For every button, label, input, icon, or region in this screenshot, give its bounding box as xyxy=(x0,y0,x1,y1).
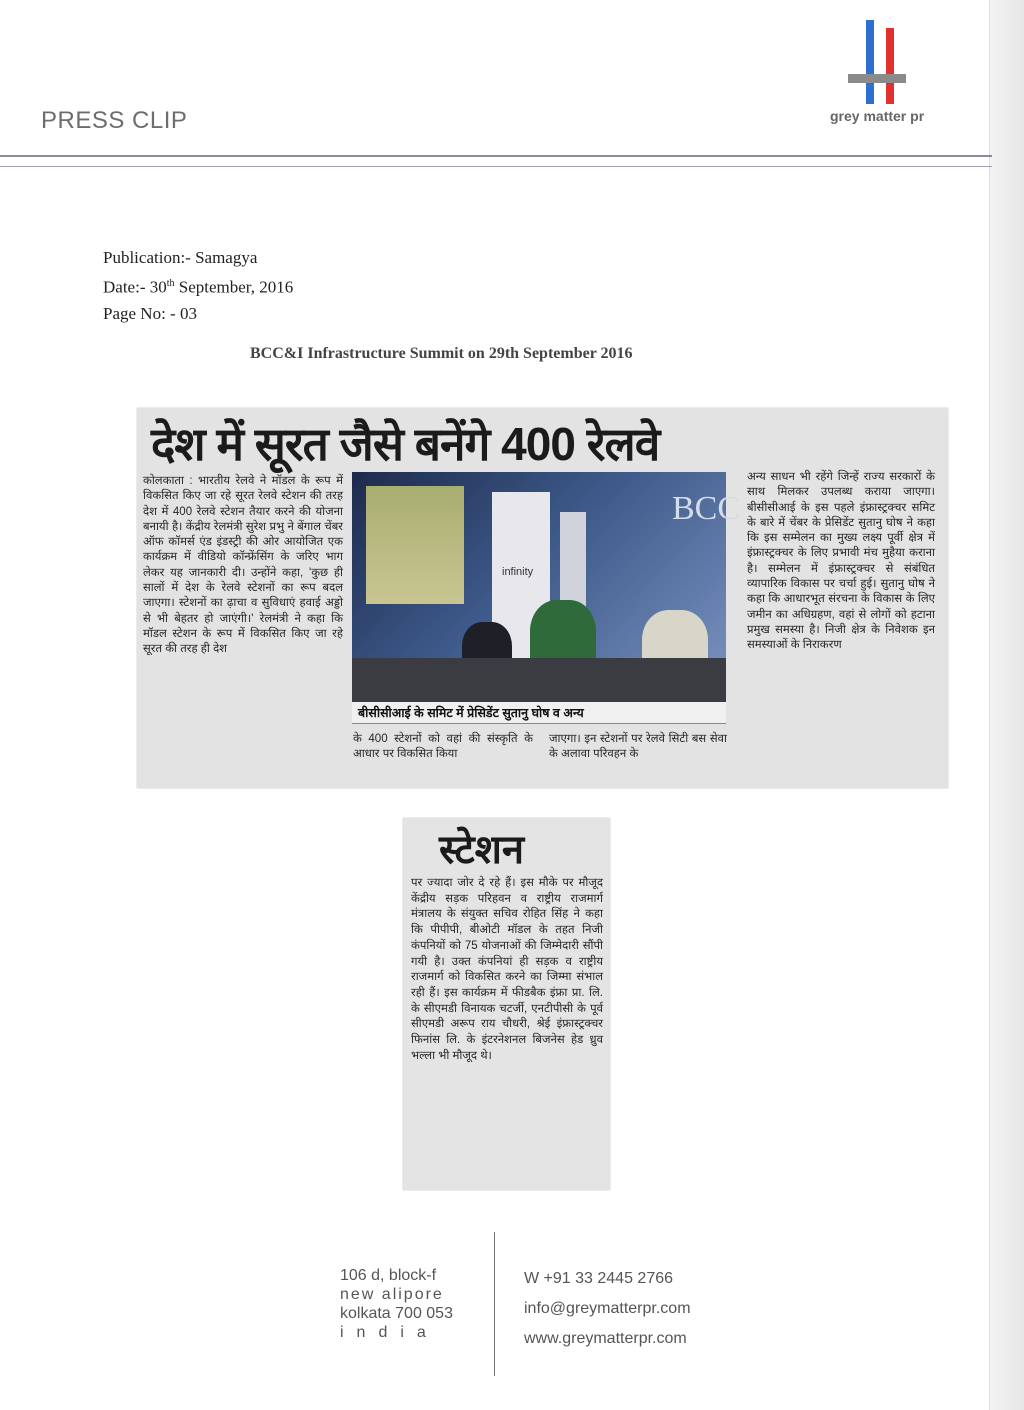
publication-meta xyxy=(103,245,293,327)
footer-divider xyxy=(494,1232,495,1376)
press-clip-label: PRESS CLIP xyxy=(41,107,188,134)
address-line: kolkata 700 053 xyxy=(340,1305,453,1322)
header-rule-thin xyxy=(0,166,992,167)
stage-table xyxy=(352,658,726,702)
date-prefix: Date:- 30 xyxy=(103,277,167,297)
banner-text: infinity xyxy=(502,566,534,578)
footer-address xyxy=(340,1266,453,1342)
newspaper-clipping-main xyxy=(137,408,948,788)
date-rest: September, 2016 xyxy=(174,277,294,297)
video-screen xyxy=(366,486,464,604)
address-line: new alipore xyxy=(340,1286,444,1303)
address-line: india xyxy=(340,1324,439,1341)
stage-backdrop-text: BCC xyxy=(672,490,741,527)
scan-edge xyxy=(989,0,1024,1410)
footer-contact xyxy=(524,1264,691,1354)
page-line: Page No: - 03 xyxy=(103,303,197,323)
clipping-headline: देश में सूरत जैसे बनेंगे 400 रेलवे xyxy=(151,418,660,470)
address-line: 106 d, block-f xyxy=(340,1267,437,1284)
grey-matter-logo-icon xyxy=(846,20,908,106)
phone-number: W +91 33 2445 2766 xyxy=(524,1270,674,1287)
date-suffix-sup: th xyxy=(166,278,175,289)
article-column-1: कोलकाता : भारतीय रेलवे ने मॉडल के रूप में विकसित किए जा रहे सूरत रेलवे स्टेशन की तरह देश में 400 रेलवे स्टेशन तैयार करने की योजना बनायी है। केंद्रीय रेलमंत्री सुरेश प्रभु ने बेंगाल चेंबर ऑफ कॉमर्स एंड इंडस्ट्री की ओर आयोजित एक कार्यक्रम में वीडियो कॉन्फ्रेंसिंग के जरिए भाग लेकर यह जानकारी दी। उन्होंने कहा, 'कुछ ही सालों में देश के रेलवे स्टेशनों का रूप बदल जाएगा। स्टेशनों का ढ़ाचा व सुविधाएं हवाई अड्डो से भी बेहतर हो जाएंगी।' रेलमंत्री ने कहा कि मॉडल स्टेशन के रूप में विकसित किए जा रहे सूरत की तरह ही देश xyxy=(143,475,343,656)
date-line xyxy=(103,271,293,301)
newspaper-clipping-continuation xyxy=(403,818,610,1190)
article-column-3: अन्य साधन भी रहेंगे जिन्हें राज्य सरकारों के साथ मिलकर उपलब्ध कराया जाएगा। बीसीसीआई के इस पहले इंफ्रास्ट्रक्चर समिट के बारे में चेंबर के प्रेसिडेंट सुतानु घोष ने कहा कि इस सम्मेलन का मुख्य लक्ष्य पूर्वी क्षेत्र में इंफ्रास्ट्रक्चर के लिए प्रभावी मंच मुहैया कराना है। सम्मेलन में इंफ्रास्ट्रक्चर से संबंधित व्यापारिक विकास पर चर्चा हुई। सुतानु घोष ने कहा कि आधारभूत संरचना के विकास के लिए जमीन का अधिग्रहण, वहां से लोगों को हटाना प्रमुख समस्या है। निजी क्षेत्र के निवेशक इन समस्याओं के निराकरण xyxy=(747,471,935,652)
article-column-2b: जाएगा। इन स्टेशनों पर रेलवे सिटी बस सेवा के अलावा परिवहन के xyxy=(549,733,727,761)
event-photo xyxy=(352,472,741,702)
publication-line: Publication:- Samagya xyxy=(103,248,258,267)
email-link[interactable]: info@greymatterpr.com xyxy=(524,1300,691,1317)
photo-caption: बीसीसीआई के समिट में प्रेसिडेंट सुतानु घोष व अन्य xyxy=(352,702,726,724)
website-link[interactable]: www.greymatterpr.com xyxy=(524,1330,687,1347)
event-title: BCC&I Infrastructure Summit on 29th September 2016 xyxy=(250,345,633,362)
continuation-headline: स्टेशन xyxy=(439,828,525,872)
brand-name: grey matter pr xyxy=(830,108,925,124)
continuation-body: पर ज्यादा जोर दे रहे हैं। इस मौके पर मौजूद केंद्रीय सड़क परिहवन व राष्ट्रीय राजमार्ग मंत्रालय के संयुक्त सचिव रोहित सिंह ने कहा कि पीपीपी, बीओटी मॉडल के तहत निजी कंपनियों को 75 योजनाओं की जिम्मेदारी सौंपी गयी है। उक्त कंपनियां ही सड़क व राष्ट्रीय राजमार्ग को विकसित करने का जिम्मा संभाल रही हैं। इस कार्यक्रम में फीडबैक इंफ्रा प्रा. लि. के सीएमडी विनायक चटर्जी, एनटीपीसी के पूर्व सीएमडी अरूप राय चौधरी, श्रेई इंफ्रास्ट्रक्चर फिनांस लि. के इंटरनेशनल बिजनेस हेड ध्रुव भल्ला भी मौजूद थे। xyxy=(411,877,603,1062)
header-rule xyxy=(0,155,992,157)
article-column-2a: के 400 स्टेशनों को वहां की संस्कृति के आधार पर विकसित किया xyxy=(353,733,533,761)
